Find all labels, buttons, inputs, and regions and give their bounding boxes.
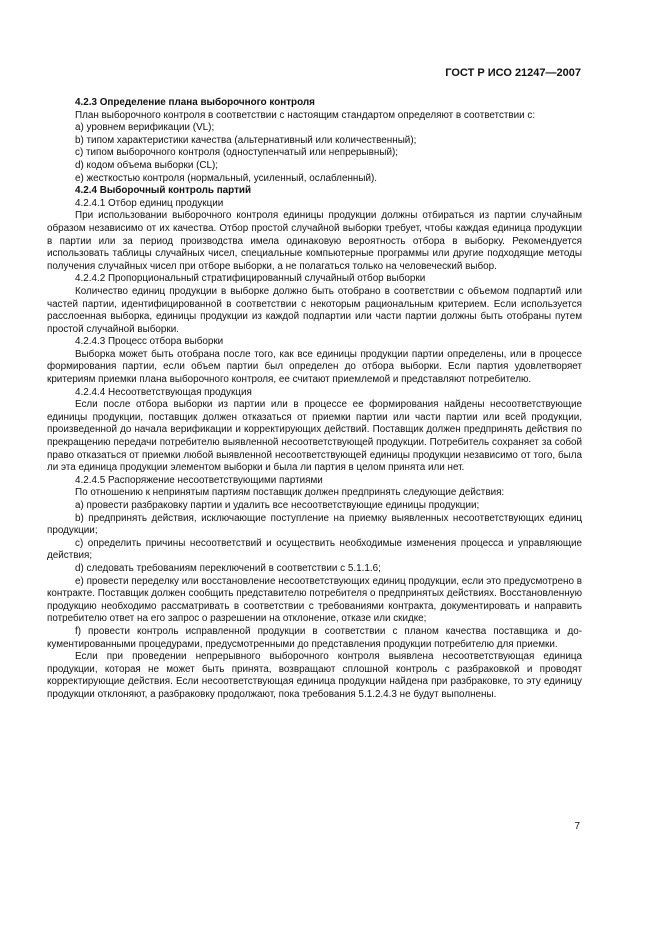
document-body [47, 97, 582, 702]
list-item: b) типом характеристики качества (альтернативный или количественный); [75, 134, 417, 146]
paragraph: c) определить причины несоответствий и осуществить необходимые изменения процесса и управляющие действия; [47, 537, 582, 562]
subsection-heading: 4.2.4.1 Отбор единиц продукции [75, 197, 224, 209]
subsection-heading: 4.2.4.5 Распоряжение несоответствующими партиями [75, 474, 323, 486]
paragraph: d) следовать требованиям переключений в соответствии с 5.1.1.6; [75, 562, 381, 574]
paragraph: При использовании выборочного контроля единицы продукции должны отбираться из партии случайным образом независимо от их качества. Отбор простой случайной выборки требует, чтобы каждая единица продукции в партии или за период производства имела одинаковую вероятность отбора в выборку. Рекомендуется использовать таблицы случайных чисел, специальные компьютерные программы или другие подходящие методы получения случайных чисел при отборе выборки, а не полагаться только на человеческий выбор. [47, 210, 582, 272]
paragraph: f) провести контроль исправленной продукции в соответствии с планом качества поставщика и документированными процедурами, предусмотренными до представления продукции потребителю для приемки. [47, 625, 582, 650]
paragraph: По отношению к непринятым партиям поставщик должен предпринять следующие действия: [75, 487, 505, 499]
subsection-heading: 4.2.4.4 Несоответствующая продукция [75, 386, 252, 398]
subsection-heading: 4.2.4.3 Процесс отбора выборки [75, 336, 224, 348]
page-number: 7 [574, 821, 580, 832]
subsection-heading: 4.2.4.2 Пропорциональный стратифицированный случайный отбор выборки [75, 273, 426, 285]
list-item: a) уровнем верификации (VL); [75, 122, 215, 134]
paragraph: e) провести переделку или восстановление несоответствующих единиц продукции, если это предусмотрено в контракте. Поставщик должен сообщить представителю потребителя о предпринятых действиях. Восстановленную продукцию необходимо рассматривать в соответствии с требованиями контракта, документировать и направить потребителю ответ на его запрос о разрешении на отклонение, отказе или скидке; [47, 575, 582, 625]
list-item: e) жесткостью контроля (нормальный, усиленный, ослабленный). [75, 172, 377, 184]
paragraph: Количество единиц продукции в выборке должно быть отобрано в соответствии с объемом подпартий или частей партии, идентифицированной в соответствии с некоторым рациональным критерием. Если используется расслоенная выборка, единицы продукции из каждой подпартии или части партии должны быть отобраны путем простой случайной выборки. [47, 285, 582, 335]
paragraph: a) провести разбраковку партии и удалить все несоответствующие единицы продукции; [75, 500, 480, 511]
paragraph: Если после отбора выборки из партии или в процессе ее формирования найдены несоответствующие единицы продукции, поставщик должен отказаться от приемки партии или части партии или всей продукции, произведенной до начала верификации и корректирующих действий. Поставщик должен предпринять действия по прекращению передачи потребителю выявленной несоответствующей продукции. Потребитель сохраняет за собой право отказаться от приемки любой выявленной несоответствующей единицы продукции независимо от того, была ли эта единица продукции элементом выборки и была ли партия в целом принята или нет. [47, 399, 582, 474]
paragraph: Выборка может быть отобрана после того, как все единицы продукции партии определены, или в процессе формирования партии, если объем партии был определен до отбора выборки. Если партия удовлетворяет критериям приемки плана выборочного контроля, ее считают приемлемой и представляют потребителю. [47, 348, 582, 386]
list-item: c) типом выборочного контроля (одноступенчатый или непрерывный); [75, 147, 398, 159]
section-heading: 4.2.4 Выборочный контроль партий [75, 185, 252, 197]
list-item: d) кодом объема выборки (CL); [75, 159, 219, 171]
paragraph: Если при проведении непрерывного выборочного контроля выявлена несоответствующая единица продукции, которая не может быть принята, возвращают сплошной контроль с разбраковкой и проводят корректирующие действия. Если несоответствующая единица продукции найдена при разбраковке, то эту единицу продукции отклоняют, а разбраковку продолжают, пока требования 5.1.2.4.3 не будут выполнены. [47, 651, 582, 700]
document-header: ГОСТ Р ИСО 21247—2007 [445, 67, 581, 79]
paragraph: b) предпринять действия, исключающие поступление на приемку выявленных несоответствующих единиц продукции; [47, 512, 582, 537]
section-heading: 4.2.3 Определение плана выборочного контроля [75, 97, 315, 108]
paragraph: План выборочного контроля в соответствии с настоящим стандартом определяют в соответствии с: [75, 109, 536, 121]
